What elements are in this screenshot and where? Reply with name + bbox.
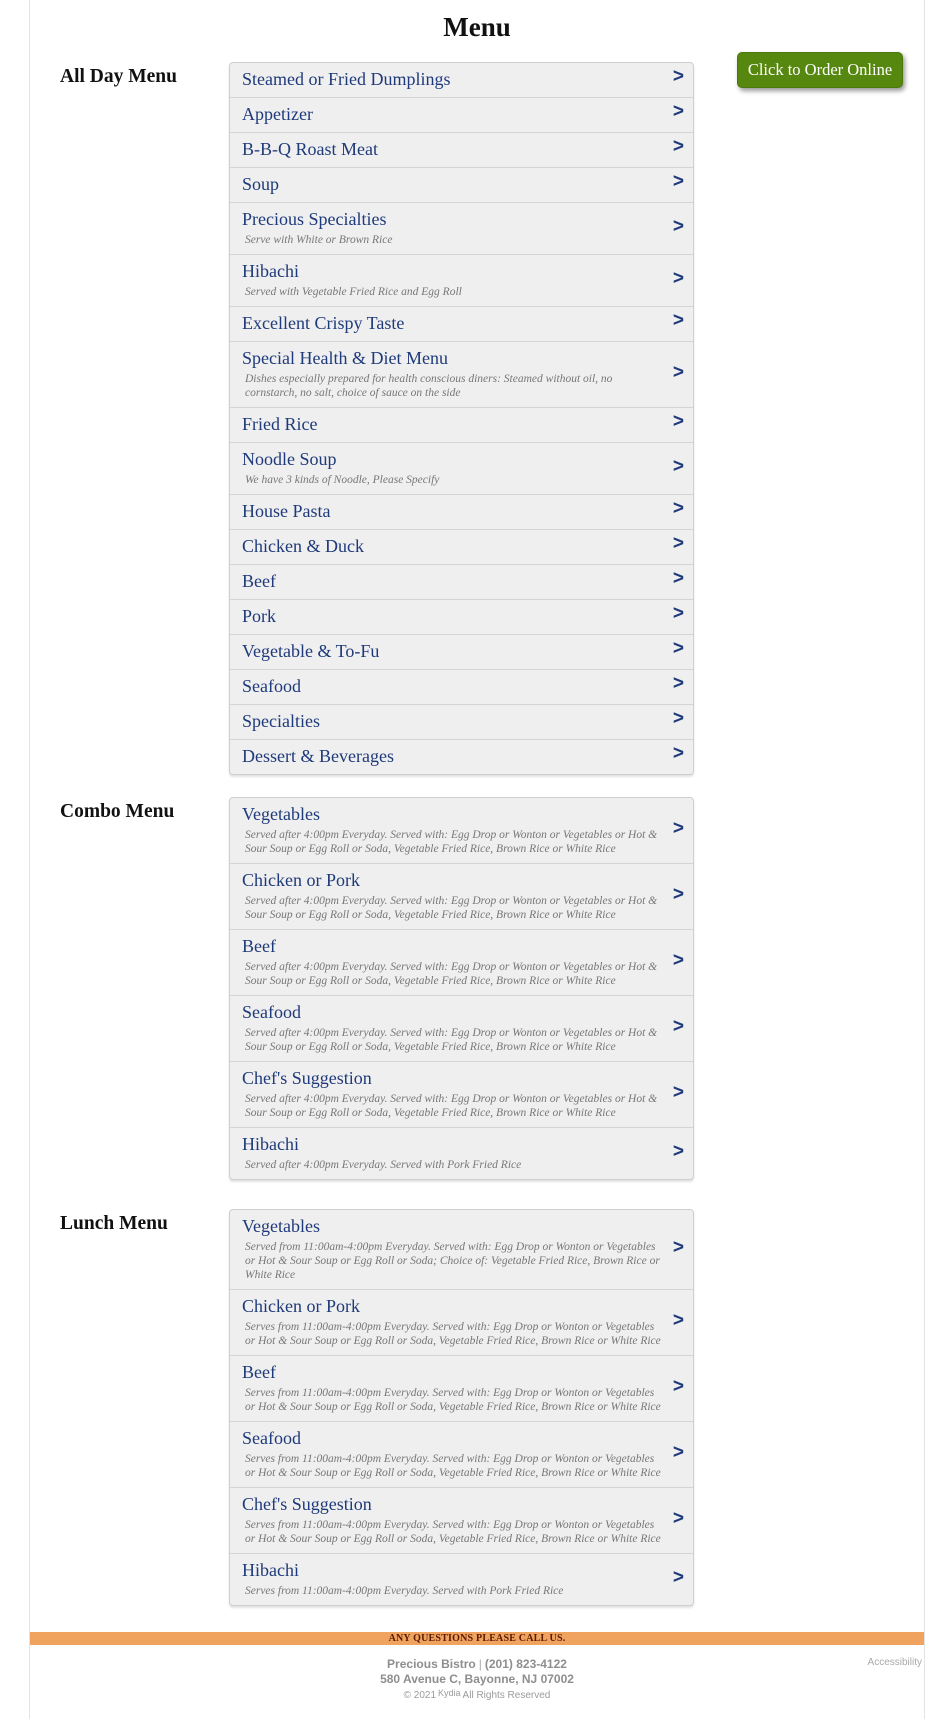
copyright xyxy=(30,1688,924,1701)
menu-category-item[interactable] xyxy=(230,1210,693,1289)
chevron-right-icon: > xyxy=(672,455,684,477)
chevron-right-icon: > xyxy=(672,267,684,289)
menu-category-item[interactable] xyxy=(230,1355,693,1421)
menu-category-name: B-B-Q Roast Meat xyxy=(242,139,378,159)
menu-category-name: Seafood xyxy=(242,676,301,696)
menu-category-description: Dishes especially prepared for health conscious diners: Steamed without oil, no cornstarch, no salt, choice of sauce on the side xyxy=(245,373,613,399)
menu-category-name: Specialties xyxy=(242,711,320,731)
chevron-right-icon: > xyxy=(672,603,684,624)
menu-category-description: Served after 4:00pm Everyday. Served with: Egg Drop or Wonton or Vegetables or Hot & Sour Soup or Egg Roll or Soda, Vegetable Fried Rice, Brown Rice or White Rice xyxy=(245,895,658,921)
menu-category-name: Beef xyxy=(242,571,276,591)
chevron-right-icon: > xyxy=(672,171,684,192)
menu-category-name: Seafood xyxy=(242,1428,301,1448)
menu-category-item[interactable] xyxy=(230,254,693,306)
menu-category-description: Served from 11:00am-4:00pm Everyday. Served with: Egg Drop or Wonton or Vegetables or Hot & Sour Soup or Egg Roll or Soda; Choice of: Vegetable Fried Rice, Brown Rice or White Rice xyxy=(245,1241,660,1281)
menu-category-list xyxy=(229,797,694,1180)
menu-category-item[interactable] xyxy=(230,704,693,739)
restaurant-info xyxy=(30,1657,924,1687)
menu-category-item[interactable] xyxy=(230,1553,693,1605)
menu-category-description: Serve with White or Brown Rice xyxy=(245,234,393,246)
chevron-right-icon: > xyxy=(672,136,684,157)
chevron-right-icon: > xyxy=(672,743,684,764)
chevron-right-icon: > xyxy=(672,883,684,905)
menu-category-item[interactable] xyxy=(230,132,693,167)
menu-category-name: House Pasta xyxy=(242,501,331,521)
menu-category-description: Served after 4:00pm Everyday. Served with: Egg Drop or Wonton or Vegetables or Hot & Sour Soup or Egg Roll or Soda, Vegetable Fried Rice, Brown Rice or White Rice xyxy=(245,961,658,987)
chevron-right-icon: > xyxy=(672,411,684,432)
menu-category-name: Vegetable & To-Fu xyxy=(242,641,380,661)
menu-category-item[interactable] xyxy=(230,599,693,634)
page-title: Menu xyxy=(443,12,511,42)
menu-category-description: Served after 4:00pm Everyday. Served with: Egg Drop or Wonton or Vegetables or Hot & Sour Soup or Egg Roll or Soda, Vegetable Fried Rice, Brown Rice or White Rice xyxy=(245,1093,658,1119)
chevron-right-icon: > xyxy=(672,1566,684,1588)
menu-category-name: Steamed or Fried Dumplings xyxy=(242,69,451,89)
chevron-right-icon: > xyxy=(672,101,684,122)
menu-category-item[interactable] xyxy=(230,1061,693,1127)
menu-category-description: Served after 4:00pm Everyday. Served with Pork Fried Rice xyxy=(245,1159,522,1171)
chevron-right-icon: > xyxy=(672,638,684,659)
chevron-right-icon: > xyxy=(672,1015,684,1037)
chevron-right-icon: > xyxy=(672,533,684,554)
menu-category-description: Served after 4:00pm Everyday. Served with: Egg Drop or Wonton or Vegetables or Hot & Sour Soup or Egg Roll or Soda, Vegetable Fried Rice, Brown Rice or White Rice xyxy=(245,829,658,855)
menu-category-name: Dessert & Beverages xyxy=(242,746,394,766)
menu-category-name: Chef's Suggestion xyxy=(242,1494,372,1514)
chevron-right-icon: > xyxy=(672,817,684,839)
section-title: Lunch Menu xyxy=(60,1213,168,1234)
menu-category-item[interactable] xyxy=(230,63,693,97)
menu-category-item[interactable] xyxy=(230,739,693,774)
menu-category-name: Chicken or Pork xyxy=(242,1296,360,1316)
chevron-right-icon: > xyxy=(672,1309,684,1331)
brand-link[interactable]: Kydia xyxy=(438,1688,461,1698)
menu-category-item[interactable] xyxy=(230,341,693,407)
menu-category-name: Hibachi xyxy=(242,1134,299,1154)
menu-category-description: Served after 4:00pm Everyday. Served with: Egg Drop or Wonton or Vegetables or Hot & Sour Soup or Egg Roll or Soda, Vegetable Fried Rice, Brown Rice or White Rice xyxy=(245,1027,658,1053)
menu-category-description: Serves from 11:00am-4:00pm Everyday. Served with: Egg Drop or Wonton or Vegetables or Hot & Sour Soup or Egg Roll or Soda, Vegetable Fried Rice, Brown Rice or White Rice xyxy=(245,1519,661,1545)
menu-category-item[interactable] xyxy=(230,1421,693,1487)
menu-category-name: Appetizer xyxy=(242,104,313,124)
chevron-right-icon: > xyxy=(672,310,684,331)
separator: | xyxy=(478,1657,482,1671)
menu-category-item[interactable] xyxy=(230,995,693,1061)
menu-category-name: Beef xyxy=(242,1362,276,1382)
rights-text: All Rights Reserved xyxy=(462,1690,551,1701)
chevron-right-icon: > xyxy=(672,215,684,237)
contact-banner: ANY QUESTIONS PLEASE CALL US. xyxy=(30,1632,924,1645)
menu-category-item[interactable] xyxy=(230,863,693,929)
menu-category-list xyxy=(229,1209,694,1606)
chevron-right-icon: > xyxy=(672,498,684,519)
menu-category-name: Precious Specialties xyxy=(242,209,387,229)
chevron-right-icon: > xyxy=(672,708,684,729)
menu-category-item[interactable] xyxy=(230,306,693,341)
menu-category-name: Vegetables xyxy=(242,804,320,824)
menu-category-item[interactable] xyxy=(230,1487,693,1553)
menu-category-description: We have 3 kinds of Noodle, Please Specify xyxy=(245,474,440,486)
chevron-right-icon: > xyxy=(672,1140,684,1162)
chevron-right-icon: > xyxy=(672,66,684,87)
chevron-right-icon: > xyxy=(672,949,684,971)
menu-category-list xyxy=(229,62,694,775)
menu-category-description: Serves from 11:00am-4:00pm Everyday. Served with Pork Fried Rice xyxy=(245,1585,564,1597)
menu-category-item[interactable] xyxy=(230,929,693,995)
chevron-right-icon: > xyxy=(672,568,684,589)
chevron-right-icon: > xyxy=(672,673,684,694)
menu-category-name: Hibachi xyxy=(242,1560,299,1580)
menu-category-name: Chef's Suggestion xyxy=(242,1068,372,1088)
menu-category-name: Soup xyxy=(242,174,280,194)
copyright-year: © 2021 xyxy=(403,1690,437,1701)
menu-category-description: Serves from 11:00am-4:00pm Everyday. Served with: Egg Drop or Wonton or Vegetables or Hot & Sour Soup or Egg Roll or Soda, Vegetable Fried Rice, Brown Rice or White Rice xyxy=(245,1321,661,1347)
menu-category-description: Serves from 11:00am-4:00pm Everyday. Served with: Egg Drop or Wonton or Vegetables or Hot & Sour Soup or Egg Roll or Soda, Vegetable Fried Rice, Brown Rice or White Rice xyxy=(245,1387,661,1413)
menu-category-name: Chicken & Duck xyxy=(242,536,364,556)
menu-category-name: Hibachi xyxy=(242,261,299,281)
chevron-right-icon: > xyxy=(672,1375,684,1397)
menu-category-item[interactable] xyxy=(230,634,693,669)
menu-category-description: Served with Vegetable Fried Rice and Egg Roll xyxy=(245,286,462,298)
menu-category-item[interactable] xyxy=(230,494,693,529)
menu-category-name: Fried Rice xyxy=(242,414,318,434)
menu-category-item[interactable] xyxy=(230,529,693,564)
menu-category-description: Serves from 11:00am-4:00pm Everyday. Served with: Egg Drop or Wonton or Vegetables or Hot & Sour Soup or Egg Roll or Soda, Vegetable Fried Rice, Brown Rice or White Rice xyxy=(245,1453,661,1479)
menu-category-item[interactable] xyxy=(230,442,693,494)
accessibility-link[interactable]: Accessibility xyxy=(867,1657,922,1668)
restaurant-address: 580 Avenue C, Bayonne, NJ 07002 xyxy=(380,1672,574,1686)
menu-category-item[interactable] xyxy=(230,202,693,254)
phone-number[interactable]: (201) 823-4122 xyxy=(484,1657,567,1671)
menu-category-item[interactable] xyxy=(230,798,693,863)
menu-category-item[interactable] xyxy=(230,564,693,599)
menu-category-name: Beef xyxy=(242,936,276,956)
menu-category-item[interactable] xyxy=(230,1289,693,1355)
menu-category-name: Noodle Soup xyxy=(242,449,337,469)
menu-category-item[interactable] xyxy=(230,407,693,442)
menu-category-name: Chicken or Pork xyxy=(242,870,360,890)
menu-category-item[interactable] xyxy=(230,97,693,132)
section-title: Combo Menu xyxy=(60,801,175,822)
menu-category-name: Seafood xyxy=(242,1002,301,1022)
chevron-right-icon: > xyxy=(672,1236,684,1258)
chevron-right-icon: > xyxy=(672,361,684,383)
order-online-button[interactable]: Click to Order Online xyxy=(737,52,903,88)
menu-category-item[interactable] xyxy=(230,167,693,202)
menu-category-item[interactable] xyxy=(230,669,693,704)
page-container xyxy=(29,0,925,1719)
restaurant-name: Precious Bistro xyxy=(387,1657,476,1671)
menu-category-item[interactable] xyxy=(230,1127,693,1179)
section-title: All Day Menu xyxy=(60,66,177,87)
menu-category-name: Pork xyxy=(242,606,277,626)
chevron-right-icon: > xyxy=(672,1441,684,1463)
menu-category-name: Excellent Crispy Taste xyxy=(242,313,405,333)
chevron-right-icon: > xyxy=(672,1081,684,1103)
menu-category-name: Vegetables xyxy=(242,1216,320,1236)
chevron-right-icon: > xyxy=(672,1507,684,1529)
menu-category-name: Special Health & Diet Menu xyxy=(242,348,448,368)
